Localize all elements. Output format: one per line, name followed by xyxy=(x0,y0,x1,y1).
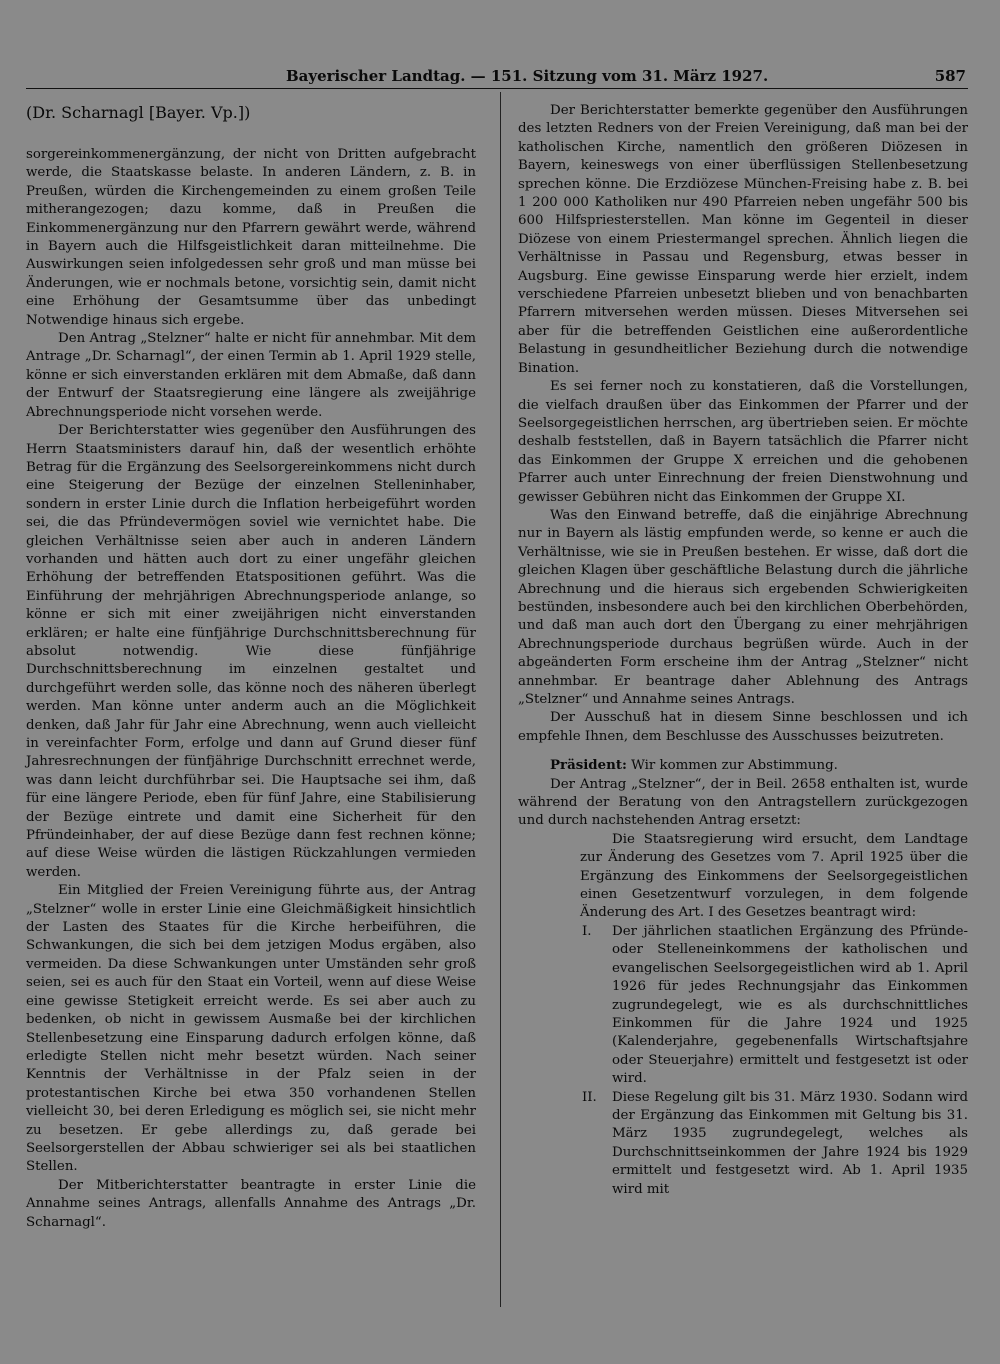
item-text: Der jährlichen staatlichen Ergänzung des Pfründe- oder Stelleneinkommens der katholischen und evangelischen Seelsorgegeistlichen wird ab 1. April 1926 für jedes Rechnungsjahr das Einkommen zugrundegelegt, wie es als durchschnittliches Einkommen für die Jahre 1924 und 1925 (Kalenderjahre, gegebenenfalls Wirtschaftsjahre oder Steuerjahre) ermittelt und festgesetzt ist oder wird. xyxy=(612,923,968,1087)
page-number: 587 xyxy=(934,67,966,85)
item-text: Diese Regelung gilt bis 31. März 1930. Sodann wird der Ergänzung das Einkommen mit Geltung bis 31. März 1935 zugrundegelegt, welches als Durchschnittseinkommen der Jahre 1924 bis 1929 ermittelt und festgesetzt wird. Ab 1. April 1935 wird mit xyxy=(612,1089,968,1197)
motion-item xyxy=(580,1089,968,1199)
paragraph: Es sei ferner noch zu konstatieren, daß die Vorstellungen, die vielfach draußen über das Einkommen der Pfarrer und der Seelsorgegeistlichen herrschen, arg übertrieben seien. Er möchte deshalb feststellen, daß in Bayern tatsächlich die Pfarrer nicht das Einkommen der Gruppe X erreichen und die gehobenen Pfarrer auch unter Einrechnung der freien Dienstwohnung und gewisser Gebühren nicht das Einkommen der Gruppe XI. xyxy=(518,379,968,505)
paragraph: Ein Mitglied der Freien Vereinigung führte aus, der Antrag „Stelzner“ wolle in erster Linie eine Gleichmäßigkeit hinsichtlich der Lasten des Staates für die Kirche herbeiführen, die Schwankungen, die sich bei dem jetzigen Modus ergäben, also vermeiden. Da diese Schwankungen unter Umständen sehr groß seien, sei es auch für den Staat ein Vorteil, wenn auf diese Weise eine gewisse Stetigkeit erreicht werde. Es sei aber auch zu bedenken, ob nicht in gewissem Ausmaße bei der kirchlichen Stellenbesetzung eine Einsparung dadurch erfolgen könne, daß erledigte Stellen nicht mehr besetzt würden. Nach seiner Kenntnis der Verhältnisse in der Pfalz seien in der protestantischen Kirche bei etwa 350 vorhandenen Stellen vielleicht 30, bei deren Erledigung es möglich sei, sie nicht mehr zu besetzen. Er gebe allerdings zu, daß gerade bei Seelsorgerstellen der Abbau schwieriger sei als bei staatlichen Stellen. xyxy=(26,883,476,1175)
paragraph: Der Mitberichterstatter beantragte in erster Linie die Annahme seines Antrags, allenfalls Annahme des Antrags „Dr. Scharnagl“. xyxy=(26,1177,476,1230)
running-header xyxy=(26,64,968,89)
column-divider xyxy=(500,92,501,1307)
paragraph: Den Antrag „Stelzner“ halte er nicht für annehmbar. Mit dem Antrage „Dr. Scharnagl“, der einen Termin ab 1. April 1929 stelle, könne er sich einverstanden erklären mit dem Abmaße, daß dann der Entwurf der Staatsregierung eine längere als zweijährige Abrechnungsperiode nicht vorsehen werde. xyxy=(26,331,476,420)
paragraph: Der Ausschuß hat in diesem Sinne beschlossen und ich empfehle Ihnen, dem Beschlusse des Ausschusses beizutreten. xyxy=(518,710,968,744)
paragraph: Der Berichterstatter wies gegenüber den Ausführungen des Herrn Staatsministers darauf hin, daß der wesentlich erhöhte Betrag für die Ergänzung des Seelsorgereinkommens nicht durch eine Steigerung der Bezüge der einzelnen Stelleninhaber, sondern in erster Linie durch die Inflation herbeigeführt worden sei, die das Pfründevermögen soviel wie vernichtet habe. Die gleichen Verhältnisse seien aber auch in anderen Ländern vorhanden und hätten auch dort zu einer ungefähr gleichen Erhöhung der betreffenden Etatspositionen geführt. Was die Einführung der mehrjährigen Abrechnungsperiode anlange, so könne er sich mit einer zweijährigen nicht einverstanden erklären; er halte eine fünfjährige Durchschnittsberechnung für absolut notwendig. Wie diese fünfjährige Durchschnittsberechnung im einzelnen gestaltet und durchgeführt werden solle, das könne noch des näheren überlegt werden. Man könne unter anderm auch an die Möglichkeit denken, daß Jahr für Jahr eine Abrechnung, wenn auch vielleicht in vereinfachter Form, erfolge und dann auf Grund dieser fünf Jahresrechnungen der fünfjährige Durchschnitt errechnet werde, was dann leicht durchführbar sei. Die Hauptsache sei ihm, daß für eine längere Periode, eben für fünf Jahre, eine Stabilisierung der Bezüge eintrete und damit eine Sicherheit für den Pfründeinhaber, der auf diese Bezüge dann fest rechnen könne; auf diese Weise würden die lästigen Rückzahlungen vermieden werden. xyxy=(26,423,476,880)
president-label: Präsident: xyxy=(550,757,627,774)
quote-text: Die Staatsregierung wird ersucht, dem Landtage zur Änderung des Gesetzes vom 7. April 1925 über die Ergänzung des Einkommens der Seelsorgegeistlichen einen Gesetzentwurf vorzulegen, in dem folgende Änderung des Art. I des Gesetzes beantragt wird: xyxy=(580,831,968,921)
paragraph: Der Antrag „Stelzner“, der in Beil. 2658 enthalten ist, wurde während der Beratung von den Antragstellern zurückgezogen und durch nachstehenden Antrag ersetzt: xyxy=(518,776,968,829)
motion-quote xyxy=(580,831,968,923)
left-column xyxy=(26,102,476,1232)
president-text: Wir kommen zur Abstimmung. xyxy=(631,758,838,774)
speaker-heading: (Dr. Scharnagl [Bayer. Vp.]) xyxy=(26,103,251,122)
right-column xyxy=(518,102,968,1199)
header-title: Bayerischer Landtag. — 151. Sitzung vom 31. März 1927. xyxy=(286,67,769,85)
paragraph: Was den Einwand betreffe, daß die einjährige Abrechnung nur in Bayern als lästig empfunden werde, so kenne er auch die Verhältnisse, wie sie in Preußen bestehen. Er wisse, daß dort die gleichen Klagen über geschäftliche Belastung durch die jährliche Abrechnung und die hieraus sich ergebenden Schwierigkeiten bestünden, insbesondere auch bei den kirchlichen Oberbehörden, und daß man auch dort den Übergang zu einer mehrjährigen Abrechnungsperiode durchaus begrüßen würde. Auch in der abgeänderten Form erscheine ihm der Antrag „Stelzner“ nicht annehmbar. Er beantrage daher Ablehnung des Antrags „Stelzner“ und Annahme seines Antrags. xyxy=(518,507,968,707)
motion-item xyxy=(580,923,968,1089)
paragraph: Der Berichterstatter bemerkte gegenüber den Ausführungen des letzten Redners von der Freien Vereinigung, daß man bei der katholischen Kirche, namentlich den größeren Diözesen in Bayern, keineswegs von einer überflüssigen Stellenbesetzung sprechen könne. Die Erzdiözese München-Freising habe z. B. bei 1 200 000 Katholiken nur 490 Pfarreien neben ungefähr 500 bis 600 Hilfspriesterstellen. Man könne im Gegenteil in dieser Diözese von einem Priestermangel sprechen. Ähnlich liegen die Verhältnisse in Passau und Regensburg, etwas besser in Augsburg. Eine gewisse Einsparung werde hier erzielt, indem verschiedene Pfarreien unbesetzt blieben und von benachbarten Pfarrern mitversehen werden müssen. Dieses Mitversehen sei aber für die betreffenden Geistlichen eine außerordentliche Belastung in gesundheitlicher Beziehung durch die notwendige Bination. xyxy=(518,103,968,376)
item-number: I. xyxy=(582,923,592,939)
paragraph: sorgereinkommenergänzung, der nicht von Dritten aufgebracht werde, die Staatskasse belaste. In anderen Ländern, z. B. in Preußen, würden die Kirchengemeinden zu einem großen Teile mitherangezogen; dazu komme, daß in Preußen die Einkommenergänzung nur den Pfarrern gewährt werde, während in Bayern auch die Hilfsgeistlichkeit daran mitteilnehme. Die Auswirkungen seien infolgedessen sehr groß und man müsse bei Änderungen, wie er nochmals betone, vorsichtig sein, damit nicht eine Erhöhung der Gesamtsumme über das unbedingt Notwendige hinaus sich ergebe. xyxy=(26,147,476,328)
president-paragraph xyxy=(518,756,968,775)
item-number: II. xyxy=(582,1089,597,1105)
